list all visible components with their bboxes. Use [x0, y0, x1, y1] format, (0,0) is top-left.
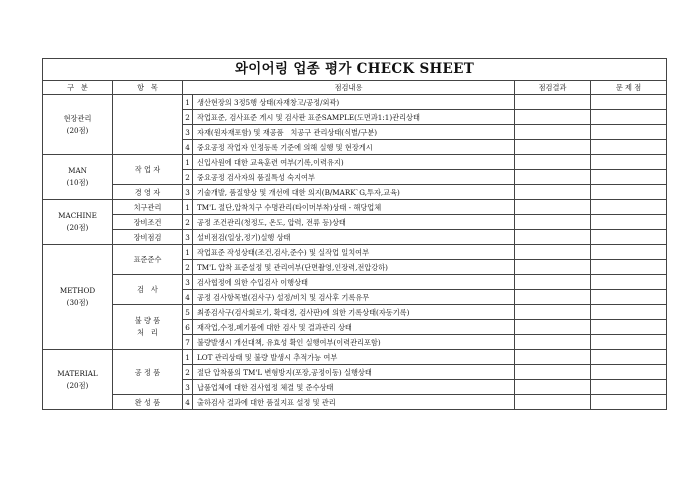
issue-cell[interactable] [591, 125, 667, 140]
row-number: 1 [183, 245, 193, 260]
result-cell[interactable] [515, 320, 591, 335]
check-item: 공정 조건관리(청정도, 온도, 압력, 전류 등)상태 [193, 215, 515, 230]
result-cell[interactable] [515, 245, 591, 260]
check-item: 납품업체에 대한 검사협정 체결 및 준수상태 [193, 380, 515, 395]
result-cell[interactable] [515, 305, 591, 320]
subitem-standard-compliance: 표준준수 [113, 245, 183, 275]
group-points: (10점) [66, 178, 89, 187]
issue-cell[interactable] [591, 95, 667, 110]
result-cell[interactable] [515, 215, 591, 230]
row-number: 1 [183, 200, 193, 215]
group-points: (20점) [66, 125, 89, 135]
check-sheet-table [42, 58, 667, 410]
row-number: 5 [183, 305, 193, 320]
check-item: TM'L 압착 표준설정 및 관리여부(단면촬영,인장력,전압강하) [193, 260, 515, 275]
issue-cell[interactable] [591, 350, 667, 365]
row-number: 1 [183, 155, 193, 170]
subitem-defect-line2: 처 리 [137, 328, 158, 337]
subitem-defect-handling [113, 305, 183, 350]
issue-cell[interactable] [591, 395, 667, 410]
row-number: 3 [183, 230, 193, 245]
group-name: METHOD [59, 286, 96, 295]
row-number: 6 [183, 320, 193, 335]
issue-cell[interactable] [591, 200, 667, 215]
row-number: 2 [183, 260, 193, 275]
subitem-process-goods: 공 정 품 [113, 350, 183, 395]
row-number: 3 [183, 185, 193, 200]
check-item: 불량발생시 개선대책, 유효성 확인 실행여부(이력관리포함) [193, 335, 515, 350]
check-item: 작업표준, 검사표준 게시 및 검사판 표준SAMPLE(도면과1:1)관리상태 [193, 110, 515, 125]
group-machine [43, 200, 113, 245]
check-item: 공정 검사항목별(검사구) 설정/비치 및 검사후 기록유무 [193, 290, 515, 305]
subitem-empty [113, 95, 183, 155]
result-cell[interactable] [515, 110, 591, 125]
result-cell[interactable] [515, 185, 591, 200]
row-number: 3 [183, 380, 193, 395]
subitem-worker: 작 업 자 [113, 155, 183, 185]
check-item: 기술개발, 품질향상 및 개선에 대한 의지(B/MARK`G,투자,교육) [193, 185, 515, 200]
issue-cell[interactable] [591, 335, 667, 350]
result-cell[interactable] [515, 125, 591, 140]
issue-cell[interactable] [591, 245, 667, 260]
issue-cell[interactable] [591, 305, 667, 320]
subitem-finished-goods: 완 성 품 [113, 395, 183, 410]
subitem-defect-line1: 불 량 품 [134, 316, 161, 325]
check-item: 신입사원에 대한 교육훈련 여부(기록,이력유지) [193, 155, 515, 170]
row-number: 3 [183, 125, 193, 140]
result-cell[interactable] [515, 275, 591, 290]
sheet-title: 와이어링 업종 평가 CHECK SHEET [43, 59, 667, 81]
group-man [43, 155, 113, 200]
result-cell[interactable] [515, 230, 591, 245]
check-item: 검사협정에 의한 수입검사 이행상태 [193, 275, 515, 290]
issue-cell[interactable] [591, 170, 667, 185]
result-cell[interactable] [515, 350, 591, 365]
result-cell[interactable] [515, 380, 591, 395]
row-number: 2 [183, 110, 193, 125]
issue-cell[interactable] [591, 155, 667, 170]
group-name: MAN [68, 166, 87, 175]
check-item: 중요공정 작업자 인정등록 기준에 의해 실행 및 현장게시 [193, 140, 515, 155]
result-cell[interactable] [515, 200, 591, 215]
issue-cell[interactable] [591, 110, 667, 125]
header-issue: 문 제 점 [591, 81, 667, 95]
row-number: 1 [183, 95, 193, 110]
issue-cell[interactable] [591, 380, 667, 395]
row-number: 2 [183, 215, 193, 230]
check-item: 재작업,수정,폐기품에 대한 검사 및 결과관리 상태 [193, 320, 515, 335]
result-cell[interactable] [515, 365, 591, 380]
row-number: 7 [183, 335, 193, 350]
result-cell[interactable] [515, 395, 591, 410]
group-name: 현장관리 [63, 113, 92, 123]
issue-cell[interactable] [591, 320, 667, 335]
subitem-equipment-check: 장비점검 [113, 230, 183, 245]
result-cell[interactable] [515, 290, 591, 305]
row-number: 4 [183, 290, 193, 305]
check-item: 설비점검(일상,정기)실행 상태 [193, 230, 515, 245]
check-item: 자재(원자재포함) 및 재공품 치공구 관리상태(식별/구분) [193, 125, 515, 140]
subitem-manager: 경 영 자 [113, 185, 183, 200]
check-item: 중요공정 검사자의 품질특성 숙지여부 [193, 170, 515, 185]
subitem-inspection: 검 사 [113, 275, 183, 305]
row-number: 3 [183, 275, 193, 290]
row-number: 2 [183, 170, 193, 185]
result-cell[interactable] [515, 140, 591, 155]
row-number: 4 [183, 140, 193, 155]
check-item: 생산현장의 3정5행 상태(자재창고/공정/외곽) [193, 95, 515, 110]
issue-cell[interactable] [591, 215, 667, 230]
header-item: 항 목 [113, 81, 183, 95]
subitem-equipment-condition: 장비조건 [113, 215, 183, 230]
subitem-jig: 치구관리 [113, 200, 183, 215]
group-points: (20점) [66, 223, 89, 232]
issue-cell[interactable] [591, 275, 667, 290]
issue-cell[interactable] [591, 260, 667, 275]
group-method [43, 245, 113, 350]
issue-cell[interactable] [591, 365, 667, 380]
issue-cell[interactable] [591, 140, 667, 155]
header-result: 점검결과 [515, 81, 591, 95]
header-content: 점검내용 [183, 81, 515, 95]
result-cell[interactable] [515, 335, 591, 350]
group-points: (30점) [66, 298, 89, 307]
result-cell[interactable] [515, 170, 591, 185]
check-item: 최종검사구(검사회로기, 확대경, 검사판)에 의한 기록상태(자동기록) [193, 305, 515, 320]
check-item: TM'L 절단,압착치구 수명관리(타이머부착)상태 - 해당업체 [193, 200, 515, 215]
group-name: MATERIAL [57, 368, 98, 378]
issue-cell[interactable] [591, 230, 667, 245]
group-name: MACHINE [58, 211, 97, 220]
check-item: 절단 압착품의 TM'L 변형방지(포장,공정이동) 실행상태 [193, 365, 515, 380]
group-site-management [43, 95, 113, 155]
group-points: (20점) [66, 380, 89, 390]
result-cell[interactable] [515, 155, 591, 170]
check-item: LOT 관리상태 및 불량 발생시 추적가능 여부 [193, 350, 515, 365]
result-cell[interactable] [515, 260, 591, 275]
issue-cell[interactable] [591, 290, 667, 305]
issue-cell[interactable] [591, 185, 667, 200]
result-cell[interactable] [515, 95, 591, 110]
header-category: 구 분 [43, 81, 113, 95]
row-number: 4 [183, 395, 193, 410]
check-item: 작업표준 작성상태(조건,검사,준수) 및 실작업 일치여부 [193, 245, 515, 260]
row-number: 1 [183, 350, 193, 365]
check-item: 출하검사 결과에 대한 품질지표 설정 및 관리 [193, 395, 515, 410]
group-material [43, 350, 113, 410]
row-number: 2 [183, 365, 193, 380]
